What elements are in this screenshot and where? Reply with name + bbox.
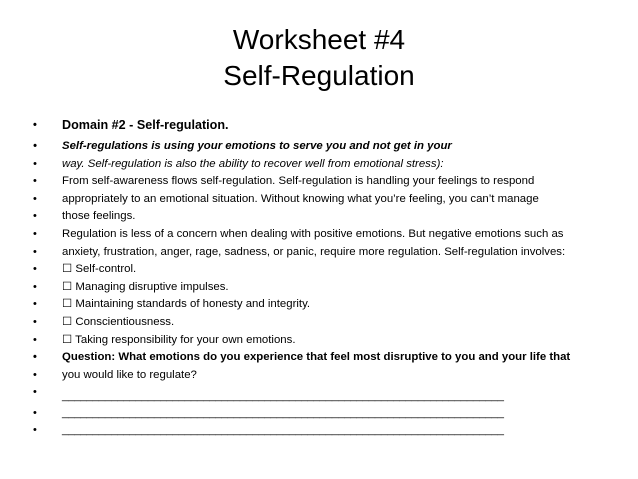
list-item-text: Domain #2 - Self-regulation. (62, 118, 229, 132)
list-item-text: Self-regulations is using your emotions to serve you and not get in your (62, 140, 452, 152)
title-line-2: Self-Regulation (223, 60, 415, 91)
answer-line-text: ________________________________________________________________________ (62, 424, 504, 437)
bullet-icon: • (33, 424, 37, 437)
list-item (33, 279, 633, 297)
bullet-icon: • (33, 298, 37, 311)
title-line-1: Worksheet #4 (232, 24, 406, 55)
bullet-list (33, 116, 633, 440)
list-item (33, 156, 633, 174)
bullet-icon: • (33, 119, 37, 131)
bullet-icon: • (33, 245, 37, 258)
bullet-icon: • (33, 175, 37, 188)
bullet-icon: • (33, 351, 37, 364)
list-item (33, 208, 633, 226)
bullet-icon: • (33, 368, 37, 381)
bullet-icon: • (33, 210, 37, 223)
list-item (33, 138, 633, 156)
list-item-text: ☐ Self-control. (62, 263, 137, 276)
bullet-icon: • (33, 333, 37, 346)
list-item-text: ☐ Taking responsibility for your own emotions. (62, 333, 296, 346)
bullet-icon: • (33, 140, 37, 152)
answer-line-text: ________________________________________________________________________ (62, 406, 504, 419)
bullet-icon: • (33, 192, 37, 205)
list-item (33, 349, 633, 367)
slide-title (0, 22, 638, 94)
list-item (33, 296, 633, 314)
list-item-text: Regulation is less of a concern when dealing with positive emotions. But negative emotions such as (62, 227, 564, 240)
list-item (33, 116, 633, 138)
list-item (33, 191, 633, 209)
bullet-icon: • (33, 263, 37, 276)
bullet-icon: • (33, 227, 37, 240)
list-item-text: ☐ Maintaining standards of honesty and integrity. (62, 298, 311, 311)
bullet-icon: • (33, 406, 37, 419)
list-item (33, 173, 633, 191)
answer-line (33, 422, 633, 440)
list-item-text: those feelings. (62, 210, 136, 223)
bullet-icon: • (33, 157, 37, 170)
bullet-icon: • (33, 280, 37, 293)
answer-line (33, 388, 633, 406)
list-item-text: ☐ Managing disruptive impulses. (62, 280, 229, 293)
list-item-text: appropriately to an emotional situation. Without knowing what you’re feeling, you can’t manage (62, 192, 539, 205)
answer-line (33, 405, 633, 423)
list-item (33, 261, 633, 279)
list-item (33, 226, 633, 244)
bullet-icon: • (33, 386, 37, 399)
list-item (33, 244, 633, 262)
list-item-text: ☐ Conscientiousness. (62, 315, 175, 328)
list-item-text: anxiety, frustration, anger, rage, sadness, or panic, require more regulation. Self-regulation involves: (62, 245, 566, 258)
list-item (33, 314, 633, 332)
list-item-text: From self-awareness flows self-regulation. Self-regulation is handling your feelings to respond (62, 175, 535, 188)
list-item-text: way. Self-regulation is also the ability to recover well from emotional stress): (62, 157, 444, 170)
list-item-text: you would like to regulate? (62, 368, 197, 381)
list-item-text: Question: What emotions do you experience that feel most disruptive to you and your life that (62, 351, 571, 364)
answer-line-text: ________________________________________________________________________ (62, 389, 504, 402)
list-item (33, 367, 633, 385)
list-item (33, 332, 633, 350)
bullet-icon: • (33, 315, 37, 328)
